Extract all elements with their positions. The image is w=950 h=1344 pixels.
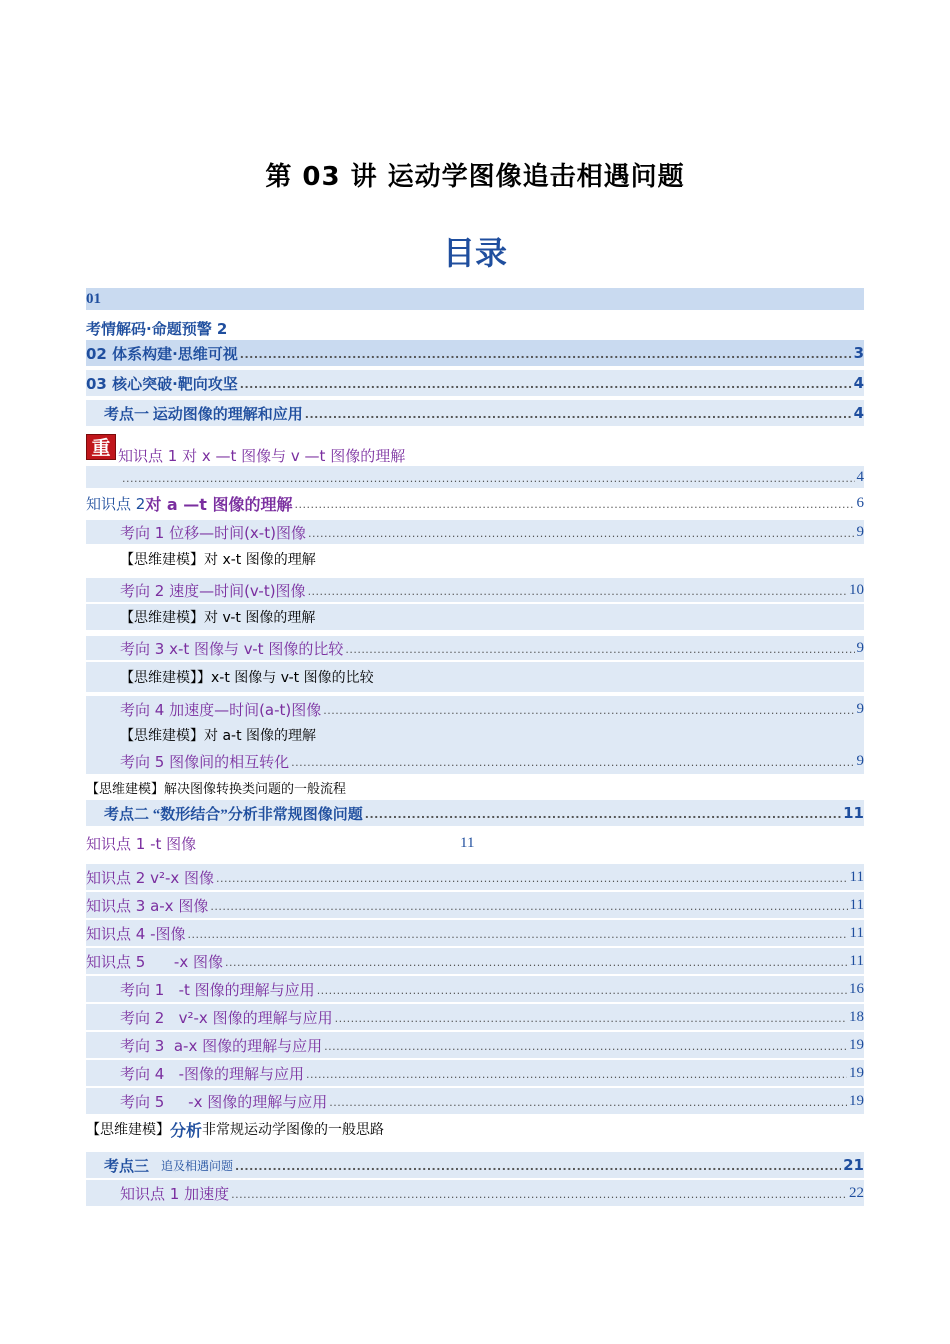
toc-kaoxiang-4-label: 考向 4 加速度—时间(a-t)图像: [120, 700, 322, 719]
toc-section-03[interactable]: [86, 370, 864, 396]
toc-zhishidian-1-pageline[interactable]: [86, 466, 864, 488]
toc-k2-zhishidian-1-label: 知识点 1 -t 图像: [86, 834, 197, 853]
toc-kaoxiang-1-page: 9: [856, 523, 864, 540]
toc-k3-zhishidian-1-label: 知识点 1 加速度: [120, 1184, 230, 1203]
toc-siwei-6-rest: 非常规运动学图像的一般思路: [202, 1122, 385, 1138]
toc-kaoxiang-2-page: 10: [849, 581, 864, 598]
toc-k2-kaoxiang-1-page: 16: [849, 980, 864, 997]
toc-section-02-label: 02 体系构建·思维可视: [86, 344, 238, 363]
toc-leader: [188, 924, 848, 942]
toc-leader: [216, 868, 848, 886]
toc-k2-zhishidian-4-label: 知识点 4 -图像: [86, 924, 186, 943]
toc-leader: [305, 404, 852, 422]
toc-k2-kaoxiang-3[interactable]: [86, 1032, 864, 1058]
toc-leader: [291, 752, 854, 770]
toc-section-01-label: 考情解码·命题预警 2: [86, 319, 228, 338]
toc-leader: [225, 952, 848, 970]
toc-k2-kaoxiang-5-page: 19: [849, 1092, 864, 1109]
toc-k2-zhishidian-4-page: 11: [849, 924, 864, 941]
toc-leader: [231, 1184, 847, 1202]
toc-kaoxiang-1[interactable]: [86, 520, 864, 544]
toc-k2-kaoxiang-2-label: 考向 2 v²-x 图像的理解与应用: [120, 1008, 333, 1027]
toc-leader: [308, 523, 855, 541]
toc-kaoxiang-2[interactable]: [86, 578, 864, 602]
toc-section-02[interactable]: [86, 340, 864, 366]
toc-section-01-num: 01: [86, 290, 101, 307]
toc-k2-kaoxiang-2[interactable]: [86, 1004, 864, 1030]
toc-kaoxiang-5[interactable]: [86, 748, 864, 774]
toc-zhishidian-1[interactable]: [118, 442, 618, 468]
toc-kaoxiang-4[interactable]: [86, 696, 864, 722]
toc-section-02-page: 3: [853, 344, 864, 362]
toc-zhishidian-2-prefix: 知识点 2: [86, 494, 146, 513]
toc-kaodian-2-label: 考点二 “数形结合”分析非常规图像问题: [104, 806, 363, 823]
toc-zhishidian-2-label: 对 a —t 图像的理解: [145, 494, 293, 514]
toc-zhishidian-1-label: 知识点 1 对 x —t 图像与 v —t 图像的理解: [118, 446, 406, 465]
toc-k2-kaoxiang-4[interactable]: [86, 1060, 864, 1086]
toc-k2-zhishidian-3-label: 知识点 3 a-x 图像: [86, 896, 209, 915]
toc-siwei-4-label: 【思维建模】对 a-t 图像的理解: [120, 728, 317, 744]
toc-leader: [240, 374, 852, 392]
toc-k2-zhishidian-1-page: 11: [460, 834, 475, 851]
toc-k2-kaoxiang-1-label: 考向 1 -t 图像的理解与应用: [120, 980, 315, 999]
toc-k2-kaoxiang-5-label: 考向 5 -x 图像的理解与应用: [120, 1092, 328, 1111]
toc-section-01-number[interactable]: [86, 288, 864, 310]
toc-kaodian-1[interactable]: [86, 400, 864, 426]
toc-k2-kaoxiang-3-page: 19: [849, 1036, 864, 1053]
toc-k2-zhishidian-2[interactable]: [86, 864, 864, 890]
toc-k2-kaoxiang-2-page: 18: [849, 1008, 864, 1025]
toc-siwei-5[interactable]: [86, 776, 864, 798]
toc-kaoxiang-3-label: 考向 3 x-t 图像与 v-t 图像的比较: [120, 639, 344, 658]
toc-k2-zhishidian-2-page: 11: [849, 868, 864, 885]
toc-k2-kaoxiang-4-label: 考向 4 -图像的理解与应用: [120, 1064, 305, 1083]
toc-leader: [345, 639, 854, 657]
toc-siwei-5-label: 【思维建模】解决图像转换类问题的一般流程: [86, 781, 347, 797]
toc-kaodian-1-label: 考点一 运动图像的理解和应用: [104, 406, 303, 423]
toc-leader: [329, 1092, 847, 1110]
toc-kaoxiang-1-label: 考向 1 位移—时间(x-t)图像: [120, 523, 306, 542]
key-point-badge: 重: [86, 434, 116, 460]
toc-leader: [210, 896, 847, 914]
toc-k2-zhishidian-5-page: 11: [849, 952, 864, 969]
toc-k2-zhishidian-3-page: 11: [849, 896, 864, 913]
toc-siwei-3-label: 【思维建模】】x-t 图像与 v-t 图像的比较: [120, 670, 374, 686]
toc-k2-kaoxiang-4-page: 19: [849, 1064, 864, 1081]
toc-kaoxiang-5-page: 9: [856, 752, 864, 769]
toc-kaoxiang-5-label: 考向 5 图像间的相互转化: [120, 752, 290, 771]
toc-k2-kaoxiang-1[interactable]: [86, 976, 864, 1002]
toc-k2-zhishidian-4[interactable]: [86, 920, 864, 946]
toc-k2-zhishidian-3[interactable]: [86, 892, 864, 918]
toc-leader: [323, 700, 854, 718]
toc-siwei-6-prefix: 【思维建模】: [86, 1122, 170, 1138]
toc-zhishidian-1-page: 4: [856, 468, 864, 485]
toc-leader: [308, 581, 847, 599]
toc-kaodian-3-page: 21: [843, 1156, 864, 1174]
toc-leader: [306, 1064, 847, 1082]
toc-kaodian-2-page: 11: [843, 804, 864, 822]
toc-siwei-6[interactable]: [86, 1116, 864, 1142]
toc-kaoxiang-2-label: 考向 2 速度—时间(v-t)图像: [120, 581, 306, 600]
toc-k2-kaoxiang-3-label: 考向 3 a-x 图像的理解与应用: [120, 1036, 323, 1055]
toc-k2-zhishidian-1[interactable]: [86, 830, 864, 856]
toc-siwei-2[interactable]: [86, 604, 864, 630]
toc-siwei-1-label: 【思维建模】对 x-t 图像的理解: [120, 552, 316, 568]
toc-leader: [317, 980, 847, 998]
toc-section-01[interactable]: [86, 316, 864, 340]
toc-kaoxiang-3-page: 9: [856, 639, 864, 656]
toc-kaoxiang-4-page: 9: [856, 700, 864, 717]
toc-siwei-2-label: 【思维建模】对 v-t 图像的理解: [120, 610, 316, 626]
toc-leader: [294, 494, 854, 512]
toc-kaodian-1-page: 4: [853, 404, 864, 422]
toc-siwei-6-bold: 分析: [170, 1120, 203, 1140]
toc-k2-kaoxiang-5[interactable]: [86, 1088, 864, 1114]
toc-siwei-1[interactable]: [86, 546, 864, 572]
toc-k2-zhishidian-5-label: 知识点 5 -x 图像: [86, 952, 223, 971]
toc-kaodian-2[interactable]: [86, 800, 864, 826]
toc-heading: 目录: [442, 234, 507, 272]
toc-leader: [335, 1008, 847, 1026]
toc-k3-zhishidian-1[interactable]: [86, 1180, 864, 1206]
toc-section-03-label: 03 核心突破·靶向攻坚: [86, 374, 238, 393]
toc-kaodian-3[interactable]: [86, 1152, 864, 1178]
toc-leader: [235, 1156, 841, 1174]
toc-leader: [324, 1036, 847, 1054]
toc-leader: [122, 468, 855, 486]
toc-k2-zhishidian-5[interactable]: [86, 948, 864, 974]
toc-zhishidian-2[interactable]: [86, 490, 864, 516]
toc-leader: [240, 344, 852, 362]
toc-kaodian-3-label: 考点三: [104, 1158, 150, 1175]
toc-section-03-page: 4: [853, 374, 864, 392]
document-title: 第 03 讲 运动学图像追击相遇问题: [265, 162, 685, 192]
toc-kaodian-3-sub: 追及相遇问题: [161, 1158, 234, 1173]
toc-kaoxiang-3[interactable]: [86, 636, 864, 660]
toc-k3-zhishidian-1-page: 22: [849, 1184, 864, 1201]
toc-siwei-3[interactable]: [86, 662, 864, 692]
toc-siwei-4[interactable]: [86, 722, 864, 748]
toc-k2-zhishidian-2-label: 知识点 2 v²-x 图像: [86, 868, 215, 887]
toc-leader: [365, 804, 841, 822]
toc-zhishidian-2-page: 6: [856, 494, 864, 511]
